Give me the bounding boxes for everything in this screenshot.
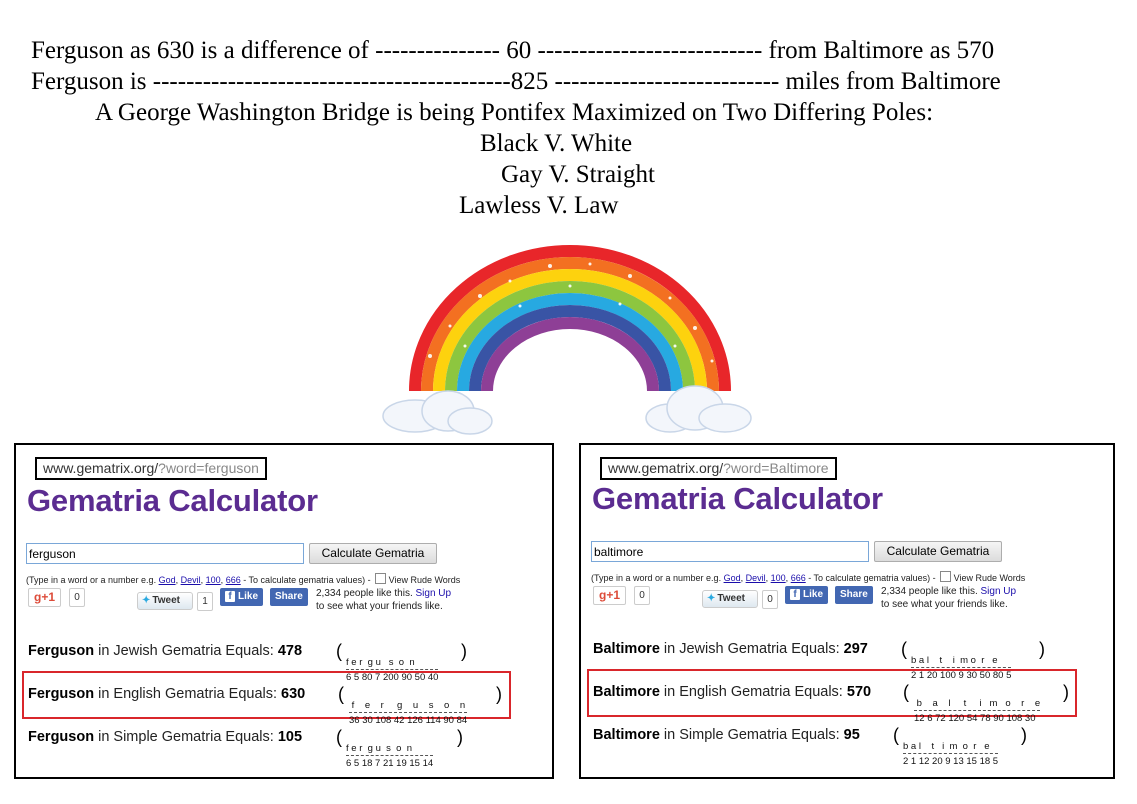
example-link-god[interactable]: God (158, 575, 176, 585)
word-input[interactable] (26, 543, 304, 564)
headline-1: Ferguson as 630 is a difference of --------------- 60 --------------------------- from Baltimore as 570 (31, 37, 995, 64)
example-link-devil[interactable]: Devil (745, 573, 766, 583)
letter-breakdown: f e r g u s o n 6 5 18 7 21 19 15 14 (346, 743, 434, 769)
google-plus-button[interactable]: g+1 (593, 586, 626, 605)
close-paren: ) (1063, 682, 1069, 702)
open-paren: ( (338, 684, 344, 704)
headline-5: Gay V. Straight (501, 161, 655, 188)
result-jewish: Baltimore in Jewish Gematria Equals: 297 (593, 641, 868, 657)
example-link-god[interactable]: God (723, 573, 741, 583)
result-english: Baltimore in English Gematria Equals: 570 (593, 684, 872, 700)
open-paren: ( (903, 682, 909, 702)
view-rude-words-checkbox[interactable] (940, 571, 951, 582)
tweet-count: 0 (762, 590, 778, 609)
example-link-666[interactable]: 666 (225, 575, 241, 585)
letter-breakdown: b a l t i m o r e 2 1 12 20 9 13 15 18 5 (903, 741, 999, 767)
url-base: www.gematrix.org/ (43, 460, 159, 476)
open-paren: ( (901, 639, 907, 659)
facebook-social-text: 2,334 people like this. Sign Up to see what your friends like. (881, 586, 1017, 610)
twitter-bird-icon: ✦ (142, 595, 151, 606)
facebook-share-button[interactable]: Share (835, 586, 873, 604)
close-paren: ) (496, 684, 502, 704)
letter-breakdown: b a l t i m o r e 12 6 72 120 54 78 90 108 30 (914, 698, 1041, 724)
example-link-devil[interactable]: Devil (180, 575, 201, 585)
url-base: www.gematrix.org/ (608, 460, 724, 476)
close-paren: ) (1021, 725, 1027, 745)
facebook-like-button[interactable]: f Like (220, 588, 263, 606)
facebook-share-button[interactable]: Share (270, 588, 308, 606)
view-rude-words-label: View Rude Words (953, 573, 1026, 583)
close-paren: ) (1039, 639, 1045, 659)
tweet-button[interactable]: ✦ Tweet (702, 590, 758, 608)
rainbow-illustration (370, 236, 770, 446)
gematria-panel-ferguson (14, 443, 554, 779)
facebook-like-button[interactable]: f Like (785, 586, 828, 604)
example-link-666[interactable]: 666 (790, 573, 806, 583)
letter-breakdown: f e r g u s o n 36 30 108 42 126 114 90 84 (349, 700, 468, 726)
headline-2: Ferguson is -------------------------------------------825 --------------------------- miles from Baltimore (31, 68, 1001, 95)
close-paren: ) (461, 641, 467, 661)
headline-6: Lawless V. Law (459, 192, 619, 219)
gematria-panel-baltimore (579, 443, 1115, 779)
result-english: Ferguson in English Gematria Equals: 630 (28, 686, 306, 702)
url-query: ?word=Baltimore (723, 460, 829, 476)
facebook-social-text: 2,334 people like this. Sign Up to see what your friends like. (316, 588, 452, 612)
sign-up-link[interactable]: Sign Up (980, 586, 1017, 597)
google-plus-count: 0 (69, 588, 85, 607)
view-rude-words-checkbox[interactable] (375, 573, 386, 584)
open-paren: ( (893, 725, 899, 745)
url-box[interactable] (600, 457, 837, 480)
facebook-icon: f (225, 591, 235, 602)
sign-up-link[interactable]: Sign Up (415, 588, 452, 599)
google-plus-button[interactable]: g+1 (28, 588, 61, 607)
result-simple: Baltimore in Simple Gematria Equals: 95 (593, 727, 860, 743)
google-plus-count: 0 (634, 586, 650, 605)
facebook-icon: f (790, 589, 800, 600)
word-input[interactable] (591, 541, 869, 562)
calculate-gematria-button[interactable]: Calculate Gematria (309, 543, 437, 564)
example-link-100[interactable]: 100 (770, 573, 786, 583)
twitter-bird-icon: ✦ (707, 593, 716, 604)
open-paren: ( (336, 727, 342, 747)
help-text: (Type in a word or a number e.g. God, Devil, 100, 666 - To calculate gematria values) - View Rude Words (591, 573, 1026, 583)
view-rude-words-label: View Rude Words (388, 575, 461, 585)
open-paren: ( (336, 641, 342, 661)
calculate-gematria-button[interactable]: Calculate Gematria (874, 541, 1002, 562)
close-paren: ) (457, 727, 463, 747)
headline-3: A George Washington Bridge is being Pontifex Maximized on Two Differing Poles: (95, 99, 934, 126)
url-query: ?word=ferguson (158, 460, 259, 476)
page-title: Gematria Calculator (592, 481, 883, 516)
tweet-button[interactable]: ✦ Tweet (137, 592, 193, 610)
page-title: Gematria Calculator (27, 483, 318, 518)
tweet-count: 1 (197, 592, 213, 611)
letter-breakdown: b a l t i m o r e 2 1 20 100 9 30 50 80 5 (911, 655, 1012, 681)
example-link-100[interactable]: 100 (205, 575, 221, 585)
help-text: (Type in a word or a number e.g. God, Devil, 100, 666 - To calculate gematria values) - View Rude Words (26, 575, 461, 585)
url-box[interactable] (35, 457, 267, 480)
result-jewish: Ferguson in Jewish Gematria Equals: 478 (28, 643, 303, 659)
headline-4: Black V. White (480, 130, 633, 157)
result-simple: Ferguson in Simple Gematria Equals: 105 (28, 729, 303, 745)
letter-breakdown: f e r g u s o n 6 5 80 7 200 90 50 40 (346, 657, 439, 683)
